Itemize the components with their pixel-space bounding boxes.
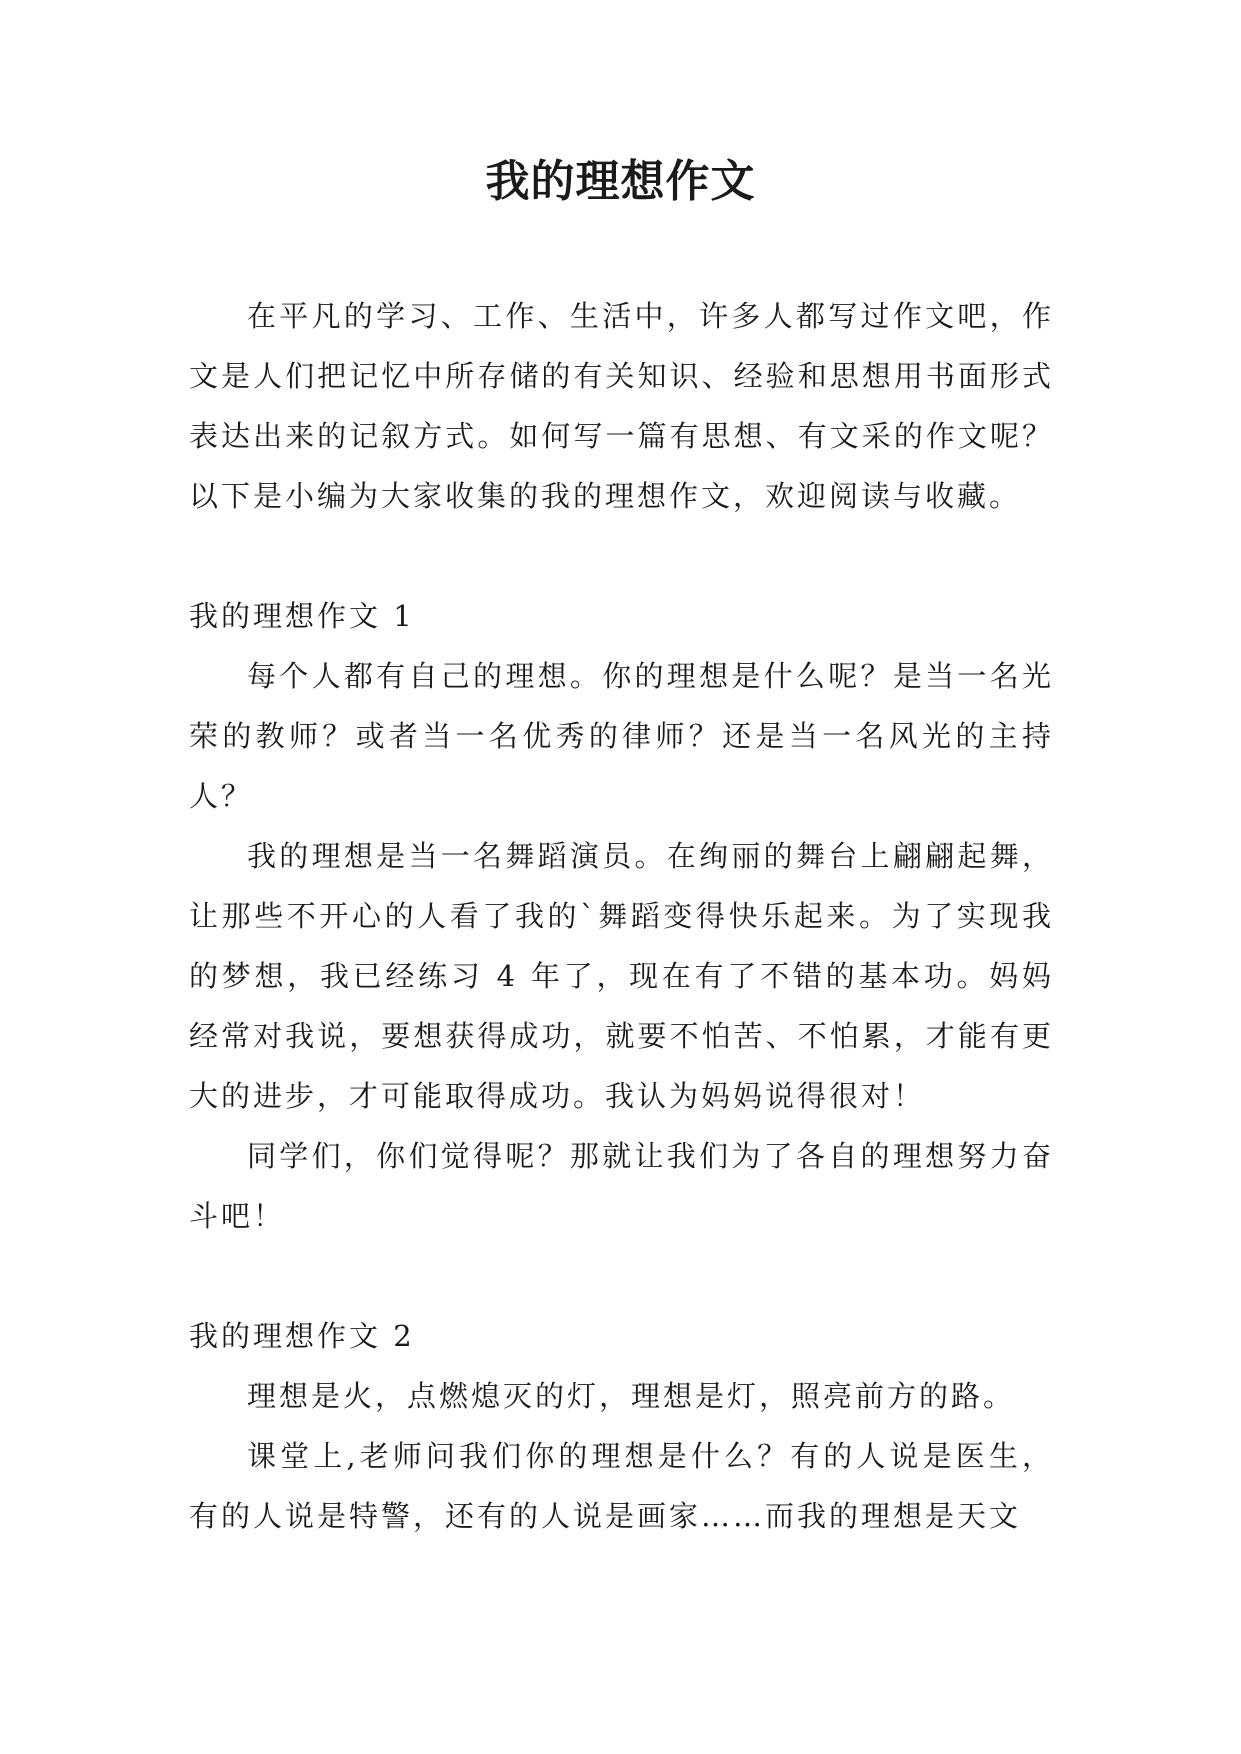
document-title: 我的理想作文 xyxy=(485,156,756,207)
section-1-paragraph-3: 同学们，你们觉得呢？那就让我们为了各自的理想努力奋斗吧！ xyxy=(189,1139,1054,1233)
section-1-paragraph-2: 我的理想是当一名舞蹈演员。在绚丽的舞台上翩翩起舞，让那些不开心的人看了我的`舞蹈变得快乐起来。为了实现我的梦想，我已经练习 4 年了，现在有了不错的基本功。妈妈经常对我说，要想获得成功，就要不怕苦、不怕累，才能有更大的进步，才可能取得成功。我认为妈妈说得很对！ xyxy=(189,839,1054,1113)
section-heading-1: 我的理想作文 1 xyxy=(189,599,415,633)
section-1-paragraph-1: 每个人都有自己的理想。你的理想是什么呢？是当一名光荣的教师？或者当一名优秀的律师？还是当一名风光的主持人？ xyxy=(189,659,1054,813)
section-2-paragraph-2: 课堂上,老师问我们你的理想是什么？有的人说是医生，有的人说是特警，还有的人说是画家……而我的理想是天文 xyxy=(189,1439,1054,1533)
section-spacer xyxy=(189,1246,1054,1306)
intro-paragraph: 在平凡的学习、工作、生活中，许多人都写过作文吧，作文是人们把记忆中所存储的有关知识、经验和思想用书面形式表达出来的记叙方式。如何写一篇有思想、有文采的作文呢？以下是小编为大家收集的我的理想作文，欢迎阅读与收藏。 xyxy=(189,299,1054,513)
section-spacer xyxy=(189,526,1054,586)
document-body xyxy=(189,286,1054,1546)
section-heading-2: 我的理想作文 2 xyxy=(189,1319,415,1353)
section-2-paragraph-1: 理想是火，点燃熄灭的灯，理想是灯，照亮前方的路。 xyxy=(247,1379,1016,1413)
